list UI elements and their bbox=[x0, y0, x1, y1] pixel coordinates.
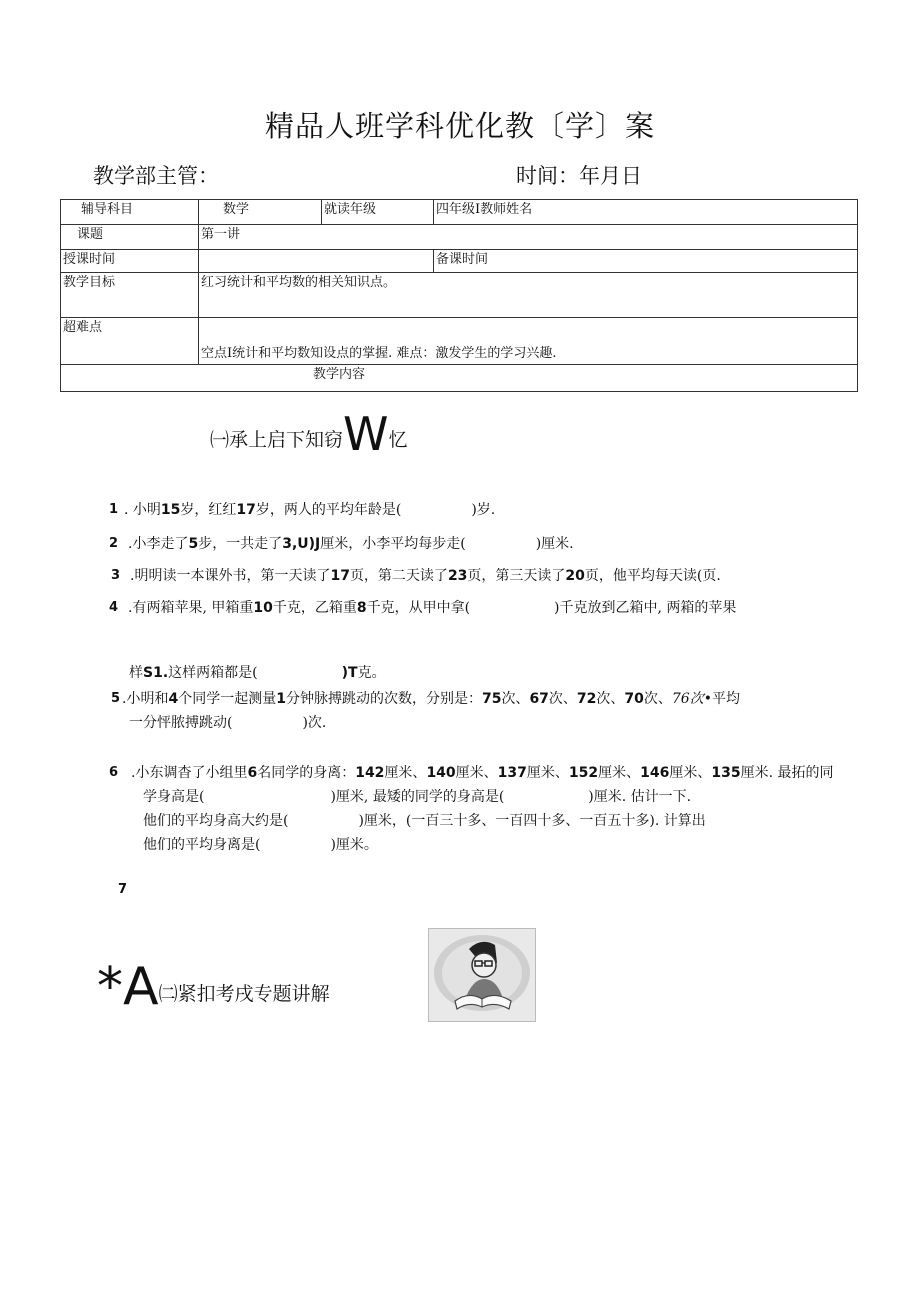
question-3-number: 3 bbox=[111, 568, 121, 583]
prep-time-label: 备课时间 bbox=[434, 250, 858, 273]
difficulty-label: 超难点 bbox=[61, 318, 199, 365]
section-heading-big-letter: W bbox=[343, 407, 389, 461]
question-2-text: .小李走了5步，一共走了3,U)J厘米，小李平均每步走( )厘米. bbox=[128, 536, 574, 552]
question-6-number: 6 bbox=[109, 765, 119, 780]
table-row bbox=[61, 250, 858, 273]
table-row bbox=[61, 365, 858, 392]
class-time-label: 授课时间 bbox=[61, 250, 199, 273]
question-2-number: 2 bbox=[109, 536, 119, 551]
subject-value: 数学 bbox=[199, 200, 322, 225]
question-7-number: 7 bbox=[118, 882, 128, 897]
goal-value: 红习统计和平均数的相关知识点。 bbox=[199, 273, 858, 318]
table-row bbox=[61, 200, 858, 225]
class-time-value bbox=[199, 250, 434, 273]
question-1-number: 1 bbox=[109, 502, 119, 517]
topic-label: 课题 bbox=[61, 225, 199, 250]
question-6-text-line3: 他们的平均身高大约是( )厘米，(一百三十多、一百四十多、一百五十多). 计算出 bbox=[143, 813, 706, 829]
question-4-number: 4 bbox=[109, 600, 119, 615]
table-row bbox=[61, 225, 858, 250]
section-heading-topics bbox=[97, 957, 330, 1017]
table-row bbox=[61, 318, 858, 365]
subject-label: 辅导科目 bbox=[61, 200, 199, 225]
table-row bbox=[61, 273, 858, 318]
supervisor-label: 教学部主管： bbox=[93, 164, 219, 188]
grade-label: 就读年级 bbox=[322, 200, 434, 225]
section-heading-suffix: 忆 bbox=[388, 429, 408, 451]
page-title: 精品人班学科优化教〔学〕案 bbox=[264, 109, 655, 143]
question-3-text: .明明读一本课外书，第一天读了17页，第二天读了23页，第三天读了20页，他平均每天读(页. bbox=[130, 568, 721, 584]
section-heading-review bbox=[210, 407, 408, 461]
section-heading-big-letter: A bbox=[123, 957, 159, 1017]
content-label: 教学内容 bbox=[61, 365, 858, 392]
question-4-text: .有两箱苹果, 甲箱重10千克，乙箱重8千克，从甲中拿( )千克放到乙箱中, 两箱的苹果 bbox=[128, 600, 737, 616]
question-5-text: .小明和4个同学一起测量1分钟脉搏跳动的次数，分别是：75次、67次、72次、70次、76次•平均 bbox=[122, 691, 740, 707]
section-heading-text: ㈡紧扣考戌专题讲解 bbox=[158, 983, 330, 1005]
difficulty-value: 空点I统计和平均数知设点的掌握. 难点：激发学生的学习兴趣. bbox=[199, 318, 858, 365]
lesson-info-table bbox=[60, 199, 858, 392]
section-heading-prefix: ㈠承上启下知窃 bbox=[210, 429, 344, 451]
goal-label: 教学目标 bbox=[61, 273, 199, 318]
grade-teacher-value: 四年级I教师姓名 bbox=[434, 200, 858, 225]
question-1-text: . 小明15岁，红红17岁，两人的平均年龄是( )岁. bbox=[124, 502, 496, 518]
reading-teacher-clipart-icon bbox=[428, 928, 536, 1022]
question-6-text: .小东调杳了小组里6名同学的身离：142厘米、140厘米、137厘米、152厘米、146厘米、135厘米. 最拓的同 bbox=[131, 765, 834, 781]
question-4-text-line2: 样S1.这样两箱都是( )T克。 bbox=[129, 665, 386, 681]
question-6-text-line4: 他们的平均身离是( )厘米。 bbox=[143, 837, 378, 853]
question-6-text-line2: 学身高是( )厘米, 最矮的同学的身高是( )厘米. 估计一下. bbox=[143, 789, 692, 805]
question-5-text-line2: 一分怦脓搏跳动( )次. bbox=[129, 715, 327, 731]
topic-value: 第一讲 bbox=[199, 225, 858, 250]
section-heading-star: * bbox=[97, 957, 123, 1017]
question-5-number: 5 bbox=[111, 691, 121, 706]
date-label: 时间：年月日 bbox=[516, 164, 642, 188]
